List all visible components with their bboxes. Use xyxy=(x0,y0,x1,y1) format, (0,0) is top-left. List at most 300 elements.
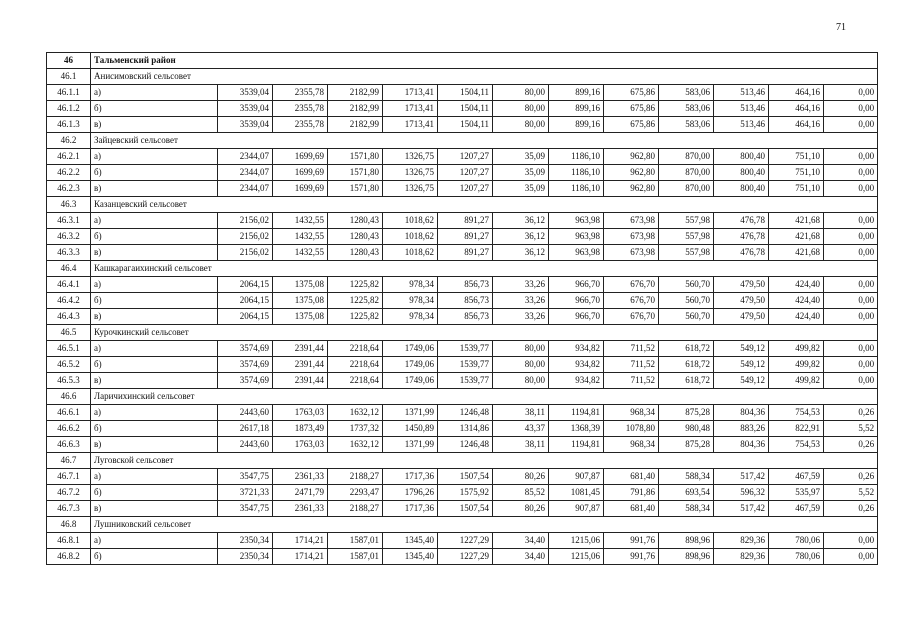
value-cell: 1246,48 xyxy=(438,405,493,421)
value-cell: 2344,07 xyxy=(218,165,273,181)
value-cell: 1450,89 xyxy=(383,421,438,437)
value-cell: 3721,33 xyxy=(218,485,273,501)
value-cell: 1246,48 xyxy=(438,437,493,453)
settlement-name: Лушниковский сельсовет xyxy=(91,517,878,533)
value-cell: 1375,08 xyxy=(273,309,328,325)
value-cell: 1699,69 xyxy=(273,181,328,197)
value-cell: 1717,36 xyxy=(383,469,438,485)
value-cell: 464,16 xyxy=(769,85,824,101)
value-cell: 1504,11 xyxy=(438,101,493,117)
value-cell: 1432,55 xyxy=(273,213,328,229)
value-cell: 963,98 xyxy=(549,213,604,229)
value-cell: 499,82 xyxy=(769,373,824,389)
settlement-code: 46.3 xyxy=(47,197,91,213)
value-cell: 1018,62 xyxy=(383,213,438,229)
row-option-label: в) xyxy=(91,245,218,261)
value-cell: 1763,03 xyxy=(273,437,328,453)
value-cell: 2350,34 xyxy=(218,549,273,565)
value-cell: 1227,29 xyxy=(438,533,493,549)
value-cell: 0,00 xyxy=(824,533,878,549)
value-cell: 934,82 xyxy=(549,341,604,357)
value-cell: 0,00 xyxy=(824,229,878,245)
value-cell: 3539,04 xyxy=(218,101,273,117)
value-cell: 751,10 xyxy=(769,149,824,165)
value-cell: 517,42 xyxy=(714,501,769,517)
value-cell: 3574,69 xyxy=(218,373,273,389)
value-cell: 875,28 xyxy=(659,437,714,453)
value-cell: 3574,69 xyxy=(218,341,273,357)
value-cell: 2218,64 xyxy=(328,357,383,373)
value-cell: 1081,45 xyxy=(549,485,604,501)
table-row xyxy=(47,437,878,453)
value-cell: 1737,32 xyxy=(328,421,383,437)
value-cell: 2188,27 xyxy=(328,501,383,517)
value-cell: 1326,75 xyxy=(383,165,438,181)
value-cell: 711,52 xyxy=(604,357,659,373)
value-cell: 780,06 xyxy=(769,533,824,549)
row-code: 46.6.3 xyxy=(47,437,91,453)
value-cell: 1632,12 xyxy=(328,405,383,421)
value-cell: 1699,69 xyxy=(273,165,328,181)
value-cell: 1717,36 xyxy=(383,501,438,517)
settlement-code: 46.8 xyxy=(47,517,91,533)
value-cell: 751,10 xyxy=(769,181,824,197)
value-cell: 676,70 xyxy=(604,293,659,309)
row-option-label: а) xyxy=(91,277,218,293)
value-cell: 1796,26 xyxy=(383,485,438,501)
value-cell: 0,00 xyxy=(824,117,878,133)
value-cell: 85,52 xyxy=(493,485,549,501)
value-cell: 899,16 xyxy=(549,117,604,133)
value-cell: 2471,79 xyxy=(273,485,328,501)
table-row xyxy=(47,341,878,357)
value-cell: 693,54 xyxy=(659,485,714,501)
value-cell: 35,09 xyxy=(493,149,549,165)
value-cell: 2064,15 xyxy=(218,277,273,293)
row-code: 46.3.3 xyxy=(47,245,91,261)
value-cell: 856,73 xyxy=(438,293,493,309)
value-cell: 549,12 xyxy=(714,373,769,389)
value-cell: 80,00 xyxy=(493,341,549,357)
settlement-name: Ларичихинский сельсовет xyxy=(91,389,878,405)
value-cell: 978,34 xyxy=(383,293,438,309)
row-code: 46.4.1 xyxy=(47,277,91,293)
value-cell: 2156,02 xyxy=(218,213,273,229)
value-cell: 1186,10 xyxy=(549,181,604,197)
row-option-label: в) xyxy=(91,117,218,133)
value-cell: 557,98 xyxy=(659,245,714,261)
value-cell: 618,72 xyxy=(659,373,714,389)
value-cell: 804,36 xyxy=(714,437,769,453)
value-cell: 1326,75 xyxy=(383,181,438,197)
value-cell: 1749,06 xyxy=(383,341,438,357)
row-code: 46.5.3 xyxy=(47,373,91,389)
value-cell: 1432,55 xyxy=(273,245,328,261)
value-cell: 966,70 xyxy=(549,309,604,325)
value-cell: 1375,08 xyxy=(273,277,328,293)
row-code: 46.8.1 xyxy=(47,533,91,549)
value-cell: 0,00 xyxy=(824,181,878,197)
row-code: 46.1.1 xyxy=(47,85,91,101)
settlement-header-row xyxy=(47,389,878,405)
settlement-header-row xyxy=(47,517,878,533)
value-cell: 2617,18 xyxy=(218,421,273,437)
value-cell: 675,86 xyxy=(604,117,659,133)
value-cell: 966,70 xyxy=(549,277,604,293)
value-cell: 2361,33 xyxy=(273,469,328,485)
value-cell: 2355,78 xyxy=(273,85,328,101)
value-cell: 560,70 xyxy=(659,293,714,309)
value-cell: 991,76 xyxy=(604,533,659,549)
value-cell: 891,27 xyxy=(438,213,493,229)
value-cell: 2156,02 xyxy=(218,245,273,261)
value-cell: 875,28 xyxy=(659,405,714,421)
value-cell: 1749,06 xyxy=(383,357,438,373)
table-row xyxy=(47,533,878,549)
district-code: 46 xyxy=(47,53,91,69)
table-row xyxy=(47,309,878,325)
row-code: 46.8.2 xyxy=(47,549,91,565)
value-cell: 870,00 xyxy=(659,181,714,197)
value-cell: 963,98 xyxy=(549,229,604,245)
value-cell: 0,00 xyxy=(824,277,878,293)
value-cell: 800,40 xyxy=(714,165,769,181)
value-cell: 962,80 xyxy=(604,181,659,197)
value-cell: 476,78 xyxy=(714,213,769,229)
value-cell: 891,27 xyxy=(438,245,493,261)
value-cell: 962,80 xyxy=(604,165,659,181)
value-cell: 421,68 xyxy=(769,229,824,245)
value-cell: 596,32 xyxy=(714,485,769,501)
value-cell: 2064,15 xyxy=(218,293,273,309)
value-cell: 934,82 xyxy=(549,373,604,389)
value-cell: 968,34 xyxy=(604,437,659,453)
value-cell: 80,00 xyxy=(493,85,549,101)
value-cell: 2218,64 xyxy=(328,341,383,357)
table-row xyxy=(47,181,878,197)
value-cell: 907,87 xyxy=(549,501,604,517)
settlement-name: Кашкарагаихинский сельсовет xyxy=(91,261,878,277)
value-cell: 583,06 xyxy=(659,101,714,117)
value-cell: 1314,86 xyxy=(438,421,493,437)
row-code: 46.6.2 xyxy=(47,421,91,437)
value-cell: 1207,27 xyxy=(438,181,493,197)
value-cell: 1507,54 xyxy=(438,501,493,517)
value-cell: 1432,55 xyxy=(273,229,328,245)
value-cell: 780,06 xyxy=(769,549,824,565)
table-row xyxy=(47,549,878,565)
value-cell: 898,96 xyxy=(659,533,714,549)
row-option-label: а) xyxy=(91,85,218,101)
value-cell: 476,78 xyxy=(714,229,769,245)
value-cell: 421,68 xyxy=(769,245,824,261)
value-cell: 1225,82 xyxy=(328,277,383,293)
table-row xyxy=(47,485,878,501)
row-option-label: а) xyxy=(91,405,218,421)
value-cell: 899,16 xyxy=(549,101,604,117)
value-cell: 856,73 xyxy=(438,277,493,293)
table-row xyxy=(47,501,878,517)
value-cell: 711,52 xyxy=(604,341,659,357)
table-row xyxy=(47,149,878,165)
row-code: 46.3.2 xyxy=(47,229,91,245)
value-cell: 1539,77 xyxy=(438,373,493,389)
value-cell: 934,82 xyxy=(549,357,604,373)
row-code: 46.7.2 xyxy=(47,485,91,501)
value-cell: 424,40 xyxy=(769,277,824,293)
value-cell: 822,91 xyxy=(769,421,824,437)
value-cell: 0,00 xyxy=(824,373,878,389)
settlement-code: 46.6 xyxy=(47,389,91,405)
value-cell: 711,52 xyxy=(604,373,659,389)
value-cell: 43,37 xyxy=(493,421,549,437)
value-cell: 549,12 xyxy=(714,341,769,357)
value-cell: 1632,12 xyxy=(328,437,383,453)
value-cell: 1507,54 xyxy=(438,469,493,485)
value-cell: 681,40 xyxy=(604,469,659,485)
value-cell: 0,00 xyxy=(824,357,878,373)
value-cell: 966,70 xyxy=(549,293,604,309)
value-cell: 583,06 xyxy=(659,85,714,101)
value-cell: 673,98 xyxy=(604,245,659,261)
value-cell: 557,98 xyxy=(659,213,714,229)
value-cell: 3547,75 xyxy=(218,501,273,517)
settlement-name: Казанцевский сельсовет xyxy=(91,197,878,213)
value-cell: 1763,03 xyxy=(273,405,328,421)
value-cell: 2188,27 xyxy=(328,469,383,485)
value-cell: 0,00 xyxy=(824,341,878,357)
table-row xyxy=(47,213,878,229)
value-cell: 829,36 xyxy=(714,533,769,549)
settlement-header-row xyxy=(47,69,878,85)
value-cell: 560,70 xyxy=(659,277,714,293)
value-cell: 754,53 xyxy=(769,437,824,453)
value-cell: 479,50 xyxy=(714,293,769,309)
value-cell: 0,00 xyxy=(824,309,878,325)
table-row xyxy=(47,117,878,133)
district-row xyxy=(47,53,878,69)
value-cell: 535,97 xyxy=(769,485,824,501)
value-cell: 467,59 xyxy=(769,469,824,485)
row-code: 46.7.3 xyxy=(47,501,91,517)
settlement-name: Зайцевский сельсовет xyxy=(91,133,878,149)
value-cell: 0,00 xyxy=(824,213,878,229)
table-row xyxy=(47,357,878,373)
value-cell: 0,00 xyxy=(824,293,878,309)
value-cell: 1345,40 xyxy=(383,549,438,565)
value-cell: 557,98 xyxy=(659,229,714,245)
value-cell: 1587,01 xyxy=(328,549,383,565)
value-cell: 883,26 xyxy=(714,421,769,437)
value-cell: 2182,99 xyxy=(328,85,383,101)
value-cell: 80,00 xyxy=(493,117,549,133)
value-cell: 800,40 xyxy=(714,181,769,197)
settlement-code: 46.5 xyxy=(47,325,91,341)
settlement-code: 46.2 xyxy=(47,133,91,149)
value-cell: 3539,04 xyxy=(218,117,273,133)
value-cell: 1194,81 xyxy=(549,405,604,421)
value-cell: 1225,82 xyxy=(328,293,383,309)
row-code: 46.4.3 xyxy=(47,309,91,325)
value-cell: 1225,82 xyxy=(328,309,383,325)
value-cell: 1571,80 xyxy=(328,181,383,197)
value-cell: 38,11 xyxy=(493,437,549,453)
value-cell: 1571,80 xyxy=(328,149,383,165)
value-cell: 36,12 xyxy=(493,245,549,261)
settlement-header-row xyxy=(47,133,878,149)
settlement-header-row xyxy=(47,453,878,469)
value-cell: 0,00 xyxy=(824,245,878,261)
row-option-label: а) xyxy=(91,469,218,485)
row-code: 46.6.1 xyxy=(47,405,91,421)
value-cell: 978,34 xyxy=(383,309,438,325)
row-code: 46.5.1 xyxy=(47,341,91,357)
value-cell: 476,78 xyxy=(714,245,769,261)
row-option-label: а) xyxy=(91,213,218,229)
value-cell: 38,11 xyxy=(493,405,549,421)
value-cell: 583,06 xyxy=(659,117,714,133)
value-cell: 1018,62 xyxy=(383,245,438,261)
value-cell: 2156,02 xyxy=(218,229,273,245)
value-cell: 618,72 xyxy=(659,341,714,357)
value-cell: 5,52 xyxy=(824,485,878,501)
table-row xyxy=(47,421,878,437)
value-cell: 467,59 xyxy=(769,501,824,517)
value-cell: 891,27 xyxy=(438,229,493,245)
value-cell: 1368,39 xyxy=(549,421,604,437)
table-row xyxy=(47,229,878,245)
value-cell: 991,76 xyxy=(604,549,659,565)
value-cell: 791,86 xyxy=(604,485,659,501)
table-row xyxy=(47,85,878,101)
value-cell: 1345,40 xyxy=(383,533,438,549)
row-option-label: в) xyxy=(91,309,218,325)
value-cell: 0,00 xyxy=(824,101,878,117)
value-cell: 2350,34 xyxy=(218,533,273,549)
value-cell: 0,26 xyxy=(824,437,878,453)
value-cell: 499,82 xyxy=(769,341,824,357)
row-code: 46.3.1 xyxy=(47,213,91,229)
row-option-label: б) xyxy=(91,165,218,181)
value-cell: 34,40 xyxy=(493,533,549,549)
value-cell: 899,16 xyxy=(549,85,604,101)
value-cell: 1280,43 xyxy=(328,245,383,261)
row-code: 46.1.2 xyxy=(47,101,91,117)
value-cell: 0,26 xyxy=(824,501,878,517)
value-cell: 978,34 xyxy=(383,277,438,293)
value-cell: 2355,78 xyxy=(273,101,328,117)
row-option-label: б) xyxy=(91,485,218,501)
value-cell: 1749,06 xyxy=(383,373,438,389)
row-option-label: в) xyxy=(91,181,218,197)
row-option-label: б) xyxy=(91,357,218,373)
value-cell: 1215,06 xyxy=(549,533,604,549)
row-code: 46.2.3 xyxy=(47,181,91,197)
value-cell: 3547,75 xyxy=(218,469,273,485)
settlement-header-row xyxy=(47,261,878,277)
table-row xyxy=(47,101,878,117)
value-cell: 464,16 xyxy=(769,101,824,117)
value-cell: 549,12 xyxy=(714,357,769,373)
value-cell: 0,00 xyxy=(824,149,878,165)
value-cell: 675,86 xyxy=(604,85,659,101)
value-cell: 35,09 xyxy=(493,181,549,197)
value-cell: 2218,64 xyxy=(328,373,383,389)
value-cell: 1194,81 xyxy=(549,437,604,453)
value-cell: 80,00 xyxy=(493,357,549,373)
value-cell: 1018,62 xyxy=(383,229,438,245)
value-cell: 588,34 xyxy=(659,469,714,485)
value-cell: 0,26 xyxy=(824,469,878,485)
value-cell: 3539,04 xyxy=(218,85,273,101)
value-cell: 513,46 xyxy=(714,101,769,117)
row-code: 46.2.2 xyxy=(47,165,91,181)
value-cell: 2293,47 xyxy=(328,485,383,501)
value-cell: 2355,78 xyxy=(273,117,328,133)
value-cell: 963,98 xyxy=(549,245,604,261)
row-code: 46.1.3 xyxy=(47,117,91,133)
value-cell: 35,09 xyxy=(493,165,549,181)
settlement-header-row xyxy=(47,197,878,213)
value-cell: 829,36 xyxy=(714,549,769,565)
table-row xyxy=(47,293,878,309)
value-cell: 800,40 xyxy=(714,149,769,165)
value-cell: 1539,77 xyxy=(438,341,493,357)
value-cell: 898,96 xyxy=(659,549,714,565)
value-cell: 1326,75 xyxy=(383,149,438,165)
row-option-label: б) xyxy=(91,101,218,117)
value-cell: 870,00 xyxy=(659,149,714,165)
table-row xyxy=(47,245,878,261)
value-cell: 804,36 xyxy=(714,405,769,421)
value-cell: 513,46 xyxy=(714,117,769,133)
tariff-table xyxy=(46,52,878,565)
value-cell: 33,26 xyxy=(493,277,549,293)
settlement-name: Анисимовский сельсовет xyxy=(91,69,878,85)
row-code: 46.5.2 xyxy=(47,357,91,373)
row-option-label: б) xyxy=(91,421,218,437)
value-cell: 962,80 xyxy=(604,149,659,165)
value-cell: 1714,21 xyxy=(273,549,328,565)
value-cell: 80,26 xyxy=(493,501,549,517)
value-cell: 588,34 xyxy=(659,501,714,517)
row-code: 46.4.2 xyxy=(47,293,91,309)
row-option-label: а) xyxy=(91,149,218,165)
row-option-label: б) xyxy=(91,549,218,565)
table-row xyxy=(47,165,878,181)
row-option-label: б) xyxy=(91,293,218,309)
value-cell: 36,12 xyxy=(493,213,549,229)
table-row xyxy=(47,405,878,421)
value-cell: 1280,43 xyxy=(328,229,383,245)
value-cell: 1504,11 xyxy=(438,85,493,101)
value-cell: 1186,10 xyxy=(549,165,604,181)
value-cell: 517,42 xyxy=(714,469,769,485)
value-cell: 2391,44 xyxy=(273,357,328,373)
value-cell: 513,46 xyxy=(714,85,769,101)
value-cell: 1078,80 xyxy=(604,421,659,437)
page-number: 71 xyxy=(836,22,846,33)
value-cell: 754,53 xyxy=(769,405,824,421)
table-row xyxy=(47,373,878,389)
value-cell: 0,26 xyxy=(824,405,878,421)
value-cell: 1215,06 xyxy=(549,549,604,565)
value-cell: 80,00 xyxy=(493,101,549,117)
value-cell: 1504,11 xyxy=(438,117,493,133)
district-name: Тальменский район xyxy=(91,53,878,69)
value-cell: 751,10 xyxy=(769,165,824,181)
value-cell: 1280,43 xyxy=(328,213,383,229)
